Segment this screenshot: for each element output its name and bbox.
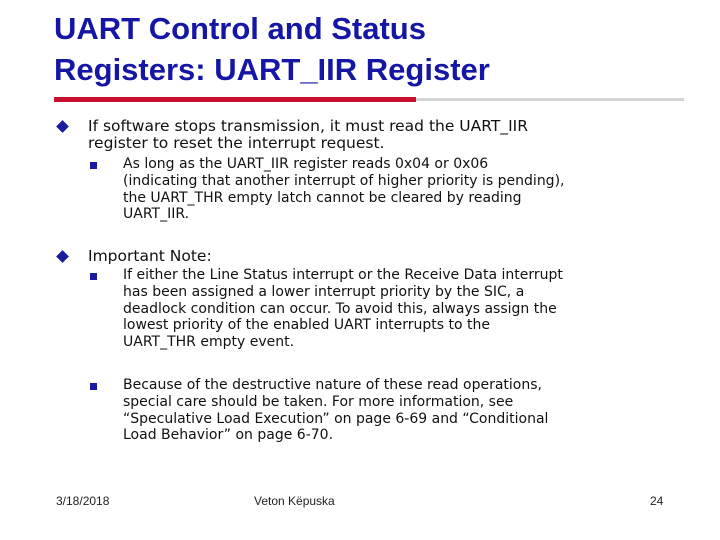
bullet-1-sub-1-text: As long as the UART_IIR register reads 0x04 or 0x06 (indicating that another interrupt of higher priority is pending), the UART_THR empty latch cannot be cleared by reading UART_IIR.: [123, 156, 565, 223]
square-bullet-icon: [90, 383, 97, 390]
title-line-2: Registers: UART_IIR Register: [54, 52, 490, 87]
title-line-1: UART Control and Status: [54, 11, 426, 46]
square-bullet-icon: [90, 273, 97, 280]
slide-title: [54, 8, 694, 90]
bullet-1-text: If software stops transmission, it must read the UART_IIR register to reset the interrupt request.: [88, 117, 529, 152]
diamond-bullet-icon: [56, 120, 69, 133]
title-underline-accent: [54, 97, 416, 102]
bullet-2-text: Important Note:: [88, 247, 212, 265]
square-bullet-icon: [90, 162, 97, 169]
footer-page-number: 24: [650, 494, 664, 508]
footer-date: 3/18/2018: [56, 494, 110, 508]
bullet-2-sub-2-text: Because of the destructive nature of these read operations, special care should be taken. For more information, see “Speculative Load Execution” on page 6-69 and “Conditional Load Behavior” on page 6-70.: [123, 377, 549, 444]
bullet-2-sub-1-text: If either the Line Status interrupt or the Receive Data interrupt has been assigned a lower interrupt priority by the SIC, a deadlock condition can occur. To avoid this, always assign the lowest priority of the enabled UART interrupts to the UART_THR empty event.: [123, 267, 563, 351]
diamond-bullet-icon: [56, 250, 69, 263]
footer-author: Veton Këpuska: [254, 494, 335, 508]
